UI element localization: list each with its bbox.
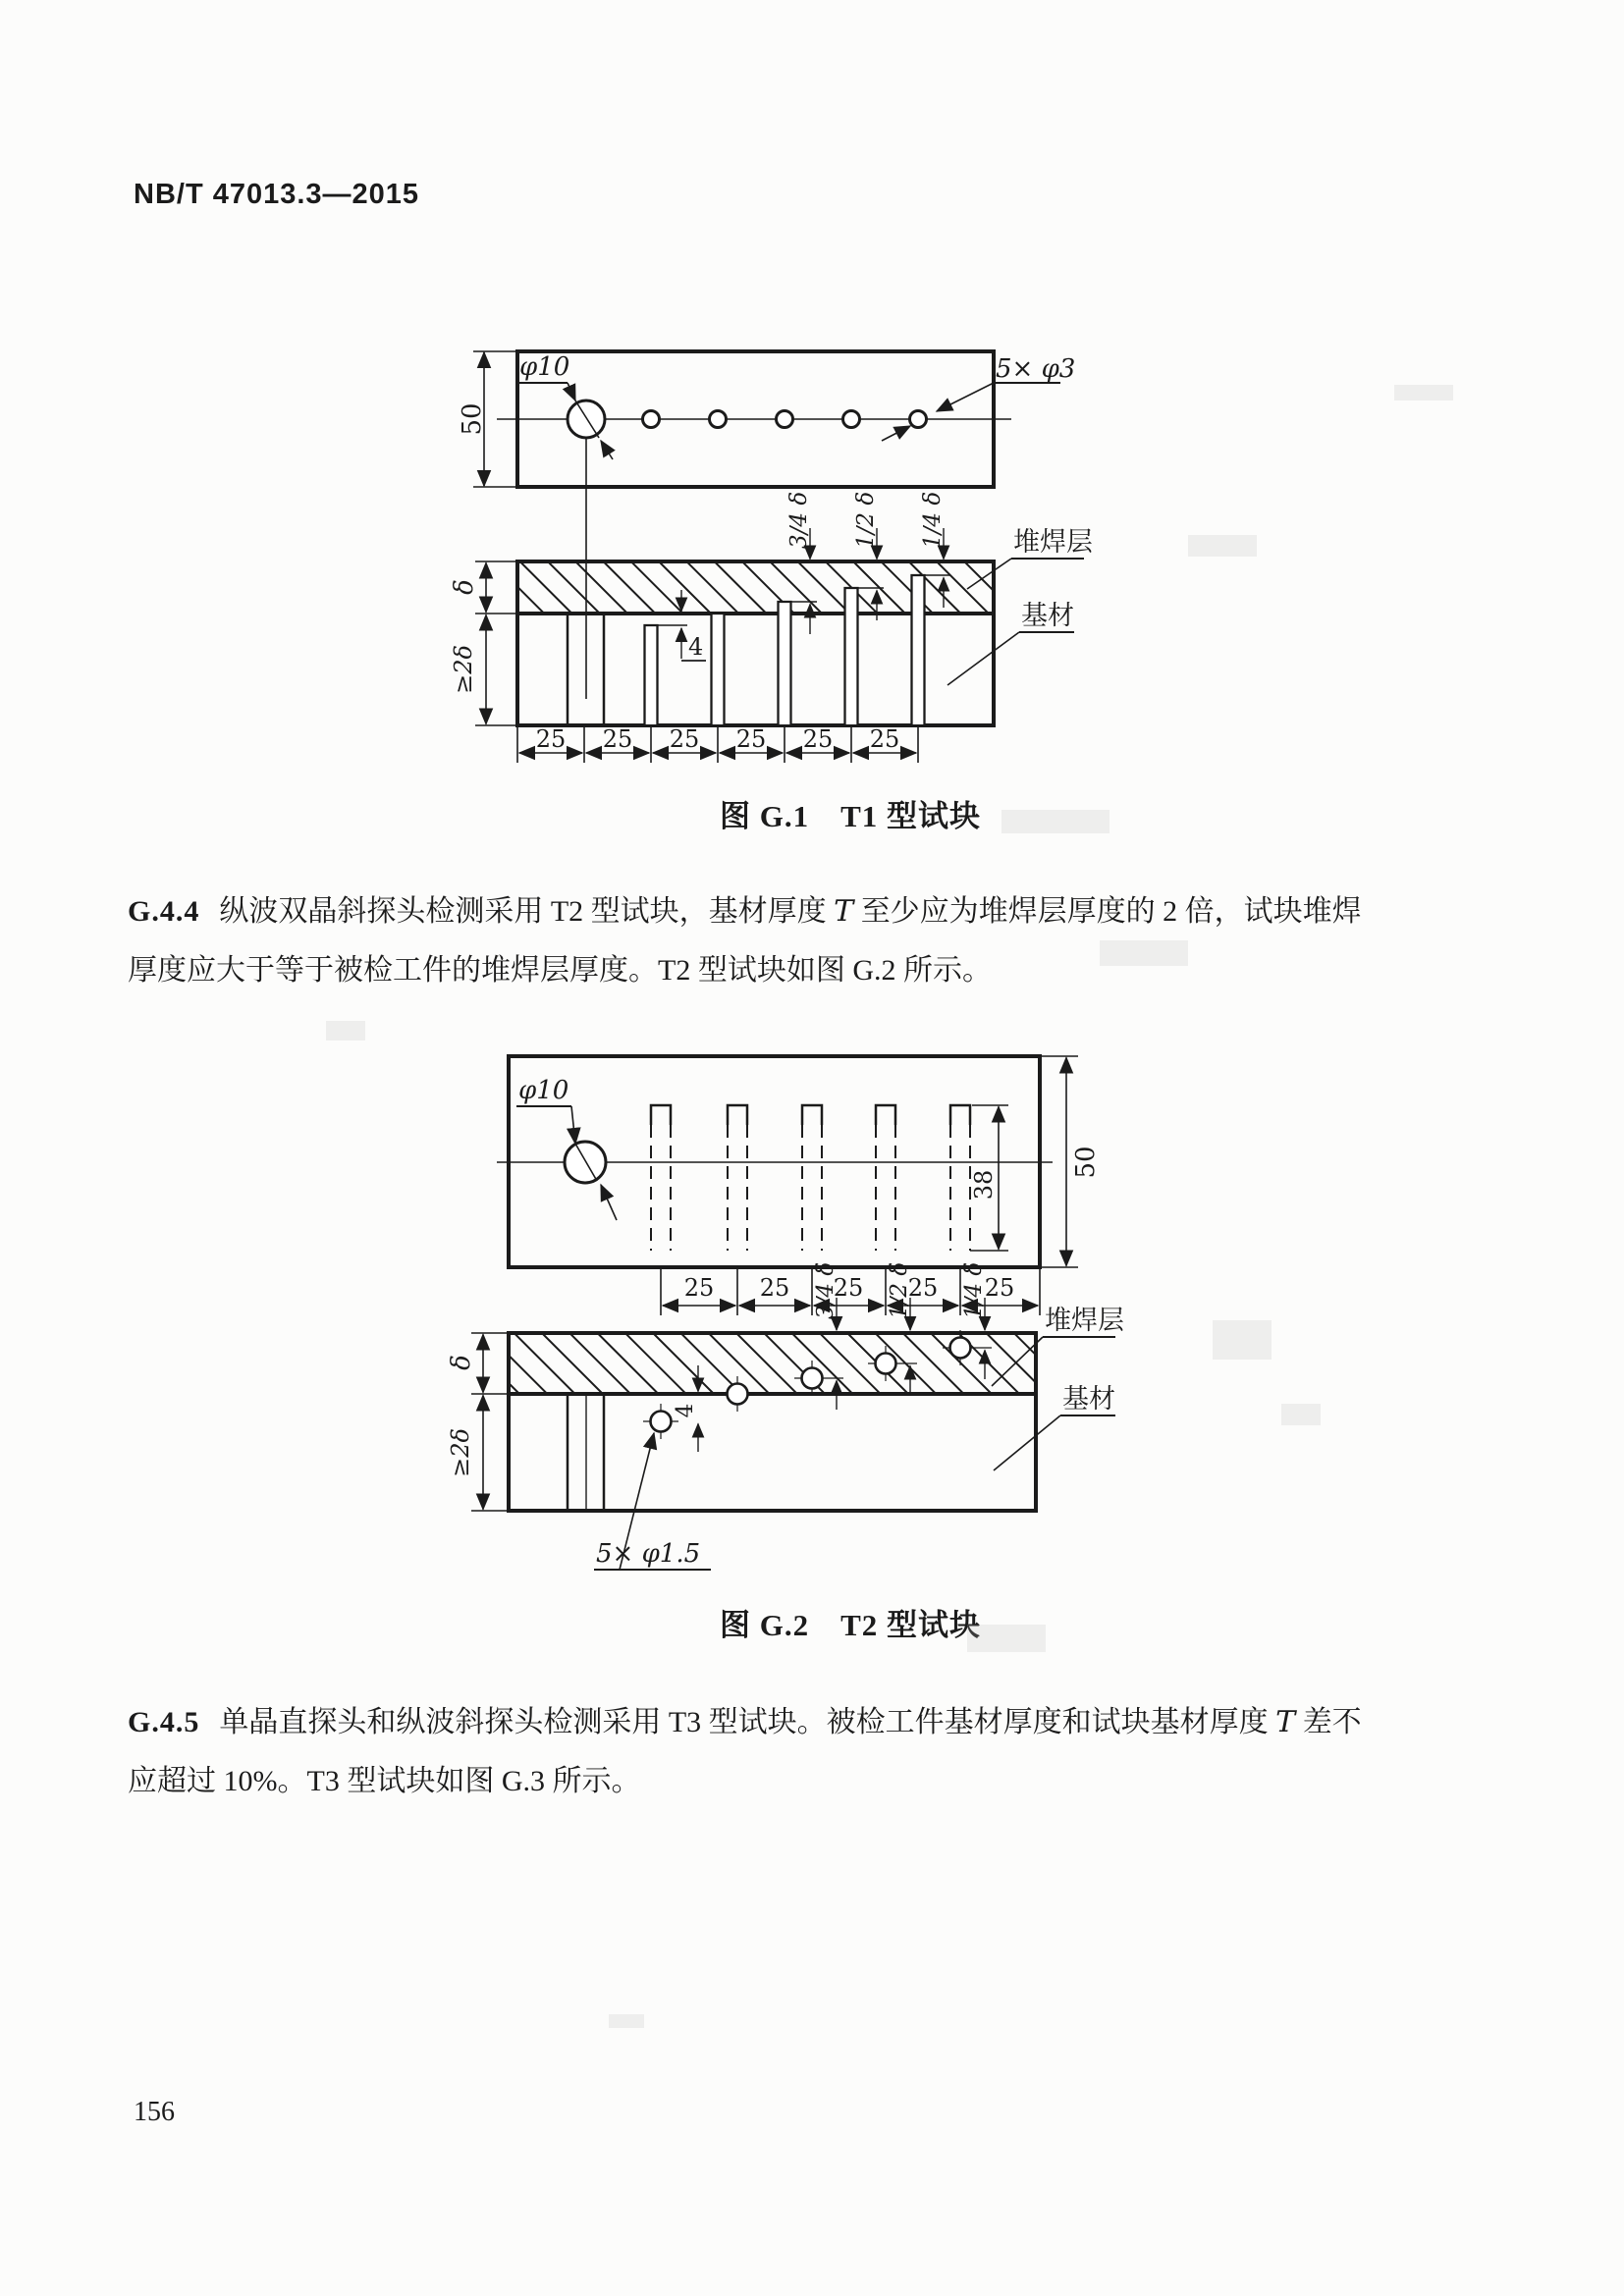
scan-artifact xyxy=(1213,1320,1272,1360)
t2-base-label: 基材 xyxy=(1062,1384,1115,1415)
t2-spacing-25: 25 xyxy=(907,1274,939,1302)
t2-sdh xyxy=(802,1368,823,1389)
t2-section-view xyxy=(471,1298,1115,1570)
t1-spacing-25: 25 xyxy=(535,725,567,753)
t1-hole-phi3 xyxy=(910,411,927,428)
t1-spacing-25: 25 xyxy=(602,725,633,753)
t1-spacing-25: 25 xyxy=(669,725,700,753)
scan-artifact xyxy=(609,2014,644,2028)
t1-spacing-25: 25 xyxy=(802,725,834,753)
t2-slot-hidden-lines xyxy=(651,1105,970,1251)
t1-slot xyxy=(645,625,658,724)
t1-depth-14: 1/4 δ xyxy=(920,491,946,549)
t1-slot xyxy=(912,575,925,724)
t2-overlay-label: 堆焊层 xyxy=(1045,1306,1124,1336)
t2-spacing-25: 25 xyxy=(984,1274,1015,1302)
t2-sdh xyxy=(950,1338,971,1359)
t1-hole-phi3 xyxy=(777,411,793,428)
t2-spacing-25: 25 xyxy=(683,1274,715,1302)
t1-plan-view xyxy=(473,351,1060,699)
figure-g1-drawing xyxy=(432,324,1188,785)
t1-base-label: 基材 xyxy=(1021,601,1074,631)
t1-hole-phi3 xyxy=(643,411,660,428)
t2-width-50-label: 50 xyxy=(1071,1146,1101,1179)
t2-dim-4: 4 xyxy=(673,1403,698,1418)
scan-artifact xyxy=(1188,535,1257,557)
t1-section-view xyxy=(475,528,1084,763)
figure-g2-caption: 图 G.2 T2 型试块 xyxy=(720,1608,982,1642)
t2-phi10-label: φ10 xyxy=(518,1076,569,1105)
t2-slot-length-38: 38 xyxy=(970,1169,998,1201)
t1-5xphi3-label: 5× φ3 xyxy=(996,354,1076,384)
t1-width-50-label: 50 xyxy=(458,402,487,436)
t1-slot xyxy=(779,602,791,724)
paragraph-g45-line1: G.4.5 单晶直探头和纵波斜探头检测采用 T3 型试块。被检工件基材厚度和试块基材厚度 T 差不 xyxy=(128,1705,1362,1739)
figure-g2-drawing xyxy=(432,1031,1188,1595)
t1-2delta-label: ≥2δ xyxy=(450,645,477,694)
t1-hole-phi3 xyxy=(710,411,727,428)
t1-hole-phi10 xyxy=(568,400,605,438)
t1-slot xyxy=(845,588,858,724)
t1-hole-phi3 xyxy=(843,411,860,428)
t2-spacing-25: 25 xyxy=(833,1274,864,1302)
t2-5xphi15-label: 5× φ1.5 xyxy=(596,1539,701,1569)
t1-delta-label: δ xyxy=(450,579,479,595)
t1-spacing-25: 25 xyxy=(735,725,767,753)
t2-depth-12: 1/2 δ xyxy=(887,1261,912,1319)
clause-number: G.4.4 xyxy=(128,895,200,928)
clause-number: G.4.5 xyxy=(128,1706,200,1738)
scan-artifact xyxy=(1394,385,1453,400)
scan-artifact xyxy=(326,1021,365,1041)
scan-artifact xyxy=(1281,1404,1321,1425)
t2-sdh xyxy=(651,1412,672,1432)
t2-depth-34: 3/4 δ xyxy=(813,1261,839,1319)
t1-dim-4: 4 xyxy=(688,633,704,661)
t2-delta-label: δ xyxy=(447,1355,476,1370)
t1-depth-34: 3/4 δ xyxy=(786,491,812,549)
standard-number-header: NB/T 47013.3—2015 xyxy=(134,179,420,210)
t1-depth-12: 1/2 δ xyxy=(853,491,879,549)
t2-2delta-label: ≥2δ xyxy=(447,1428,474,1477)
t1-overlay-label: 堆焊层 xyxy=(1013,527,1093,558)
t2-hole-phi10 xyxy=(565,1142,606,1183)
t2-spacing-25: 25 xyxy=(759,1274,790,1302)
scan-artifact xyxy=(1001,810,1110,833)
figure-g1-caption: 图 G.1 T1 型试块 xyxy=(720,799,982,833)
paragraph-g45-line2: 应超过 10%。T3 型试块如图 G.3 所示。 xyxy=(128,1765,641,1797)
t2-sdh xyxy=(728,1384,748,1405)
t1-phi10-label: φ10 xyxy=(519,352,570,382)
t2-depth-14: 1/4 δ xyxy=(961,1261,987,1319)
t1-spacing-25: 25 xyxy=(869,725,900,753)
t1-slot xyxy=(712,614,725,724)
t2-sdh xyxy=(876,1354,896,1374)
paragraph-g44-line2: 厚度应大于等于被检工件的堆焊层厚度。T2 型试块如图 G.2 所示。 xyxy=(128,954,992,987)
paragraph-g44-line1: G.4.4 纵波双晶斜探头检测采用 T2 型试块，基材厚度 T 至少应为堆焊层厚度的 2 倍，试块堆焊 xyxy=(128,894,1362,929)
page-number: 156 xyxy=(134,2097,175,2127)
